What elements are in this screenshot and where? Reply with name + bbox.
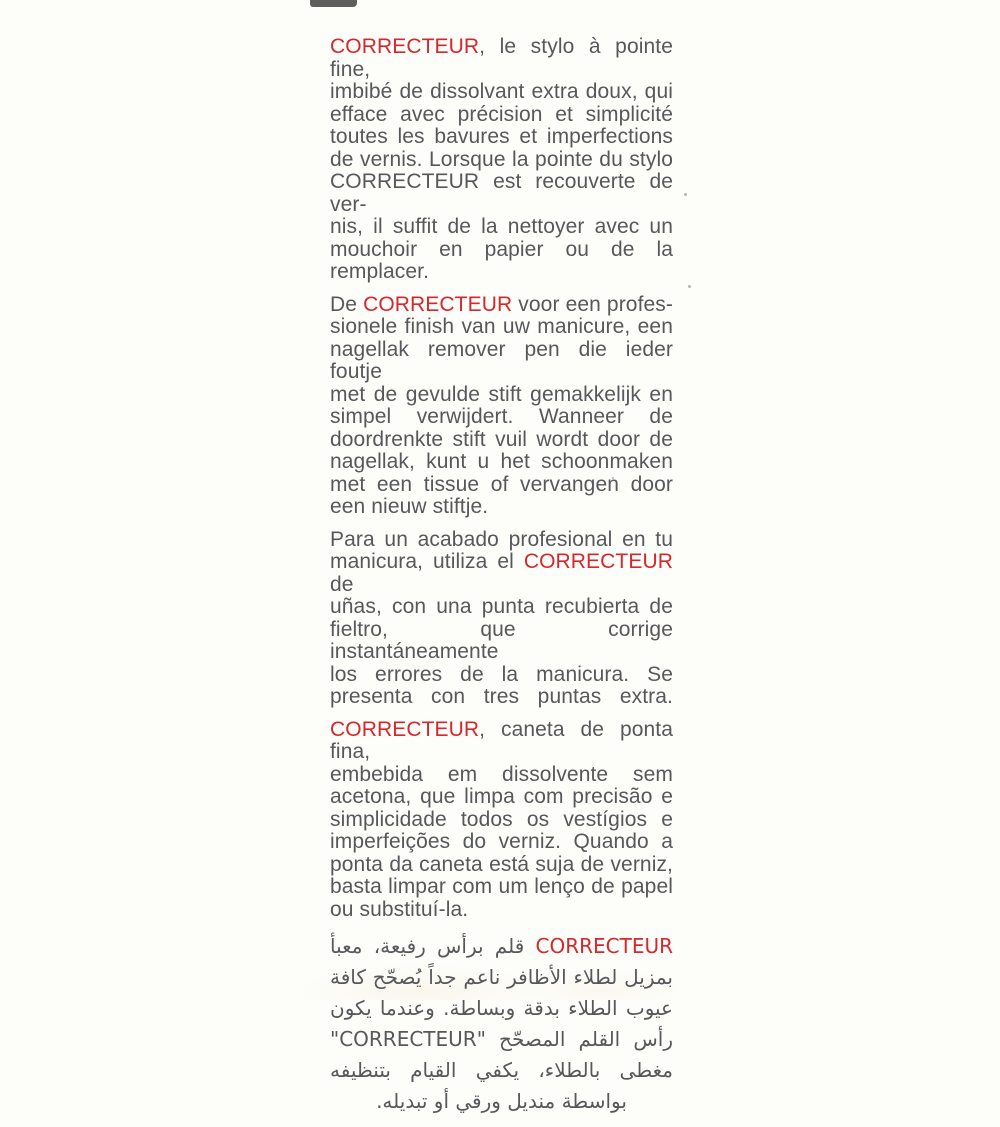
text-line — [330, 429, 673, 452]
paragraph-arabic — [330, 931, 673, 1117]
body-text: presenta con tres puntas extra. — [330, 685, 673, 708]
body-text: met een tissue of vervangen door — [330, 472, 673, 496]
text-line — [330, 496, 673, 519]
text-line — [330, 596, 673, 619]
scan-speck — [688, 285, 691, 288]
brand-name: CORRECTEUR — [363, 292, 513, 316]
paragraph-french — [330, 36, 673, 284]
body-text: imbibé de dissolvant extra doux, qui — [330, 80, 673, 103]
body-text: met de gevulde stift gemakkelijk en — [330, 382, 673, 406]
body-text: ponta da caneta está suja de verniz, — [330, 852, 673, 876]
text-line — [330, 899, 673, 922]
text-line — [330, 719, 673, 764]
text-line — [330, 216, 673, 239]
text-line — [330, 104, 673, 127]
body-text: embebida em dissolvente sem — [330, 762, 673, 786]
text-line — [330, 854, 673, 877]
body-text: uñas, con una punta recubierta de — [330, 595, 673, 618]
body-text: simplicidade todos os vestígios e — [330, 807, 673, 831]
body-text: CORRECTEUR est recouverte de ver- — [330, 170, 673, 216]
body-text: مغطى بالطلاء، يكفي القيام بتنظيفه — [330, 1058, 673, 1082]
paragraph-dutch — [330, 294, 673, 519]
text-line — [330, 126, 673, 149]
body-text: los errores de la manicura. Se — [330, 662, 673, 686]
text-line — [330, 316, 673, 339]
body-text: عيوب الطلاء بدقة وبساطة. وعندما يكون — [330, 996, 673, 1020]
body-text: manicura, utiliza el — [330, 550, 524, 573]
top-edge-print-mark — [310, 0, 357, 7]
text-line — [330, 81, 673, 104]
text-line — [330, 686, 673, 709]
body-text: een nieuw stiftje. — [330, 495, 489, 518]
text-line — [330, 551, 673, 596]
body-text: efface avec précision et simplicité — [330, 102, 673, 126]
body-text: toutes les bavures et imperfections — [330, 125, 673, 148]
body-text: fieltro, que corrige instantáneamente — [330, 617, 673, 663]
body-text: nagellak remover pen die ieder foutje — [330, 337, 673, 383]
text-line — [330, 1024, 673, 1055]
label-text-column — [330, 36, 673, 1127]
brand-name: CORRECTEUR — [535, 934, 673, 958]
body-text: doordrenkte stift vuil wordt door de — [330, 427, 673, 451]
text-line — [330, 384, 673, 407]
brand-name: CORRECTEUR — [523, 550, 673, 573]
text-line — [330, 1086, 673, 1117]
body-text: De — [330, 292, 364, 316]
body-text: , caneta de ponta fina, — [330, 717, 673, 763]
paragraph-portuguese — [330, 719, 673, 922]
text-line — [330, 786, 673, 809]
text-line — [330, 171, 673, 216]
body-text: قلم برأس رفيعة، معبأ — [330, 934, 536, 958]
body-text: , le stylo à pointe fine, — [330, 35, 673, 81]
body-text: بواسطة منديل ورقي أو تبديله. — [376, 1089, 627, 1113]
body-text: nagellak, kunt u het schoonmaken — [330, 450, 673, 473]
text-line — [330, 339, 673, 384]
body-text: Para un acabado profesional en tu — [330, 527, 673, 551]
body-text: acetona, que limpa com precisão e — [330, 785, 673, 808]
scan-speck — [684, 193, 687, 196]
body-text: رأس القلم المصحّح "CORRECTEUR" — [330, 1027, 673, 1051]
text-line — [330, 451, 673, 474]
text-line — [330, 931, 673, 962]
body-text: ou substituí-la. — [330, 897, 469, 921]
body-text: de vernis. Lorsque la pointe du stylo — [330, 147, 673, 171]
text-line — [330, 294, 673, 317]
body-text: basta limpar com um lenço de papel — [330, 875, 673, 898]
body-text: بمزيل لطلاء الأظافر ناعم جداً يُصحّح كافة — [330, 965, 673, 989]
text-line — [330, 664, 673, 687]
text-line — [330, 239, 673, 284]
paragraph-spanish — [330, 529, 673, 709]
text-line — [330, 474, 673, 497]
body-text: imperfeições do verniz. Quando a — [330, 830, 673, 853]
text-line — [330, 962, 673, 993]
body-text: simpel verwijdert. Wanneer de — [330, 405, 673, 428]
body-text: nis, il suffit de la nettoyer avec un — [330, 215, 673, 238]
body-text: de — [330, 572, 354, 596]
text-line — [330, 764, 673, 787]
text-line — [330, 36, 673, 81]
body-text: mouchoir en papier ou de la remplacer. — [330, 237, 673, 283]
body-text: voor een profes- — [512, 292, 673, 316]
text-line — [330, 831, 673, 854]
text-line — [330, 1055, 673, 1086]
text-line — [330, 993, 673, 1024]
text-line — [330, 809, 673, 832]
text-line — [330, 149, 673, 172]
brand-name: CORRECTEUR — [330, 35, 480, 58]
text-line — [330, 529, 673, 552]
text-line — [330, 406, 673, 429]
text-line — [330, 619, 673, 664]
brand-name: CORRECTEUR — [330, 717, 480, 741]
text-line — [330, 876, 673, 899]
body-text: sionele finish van uw manicure, een — [330, 315, 673, 338]
